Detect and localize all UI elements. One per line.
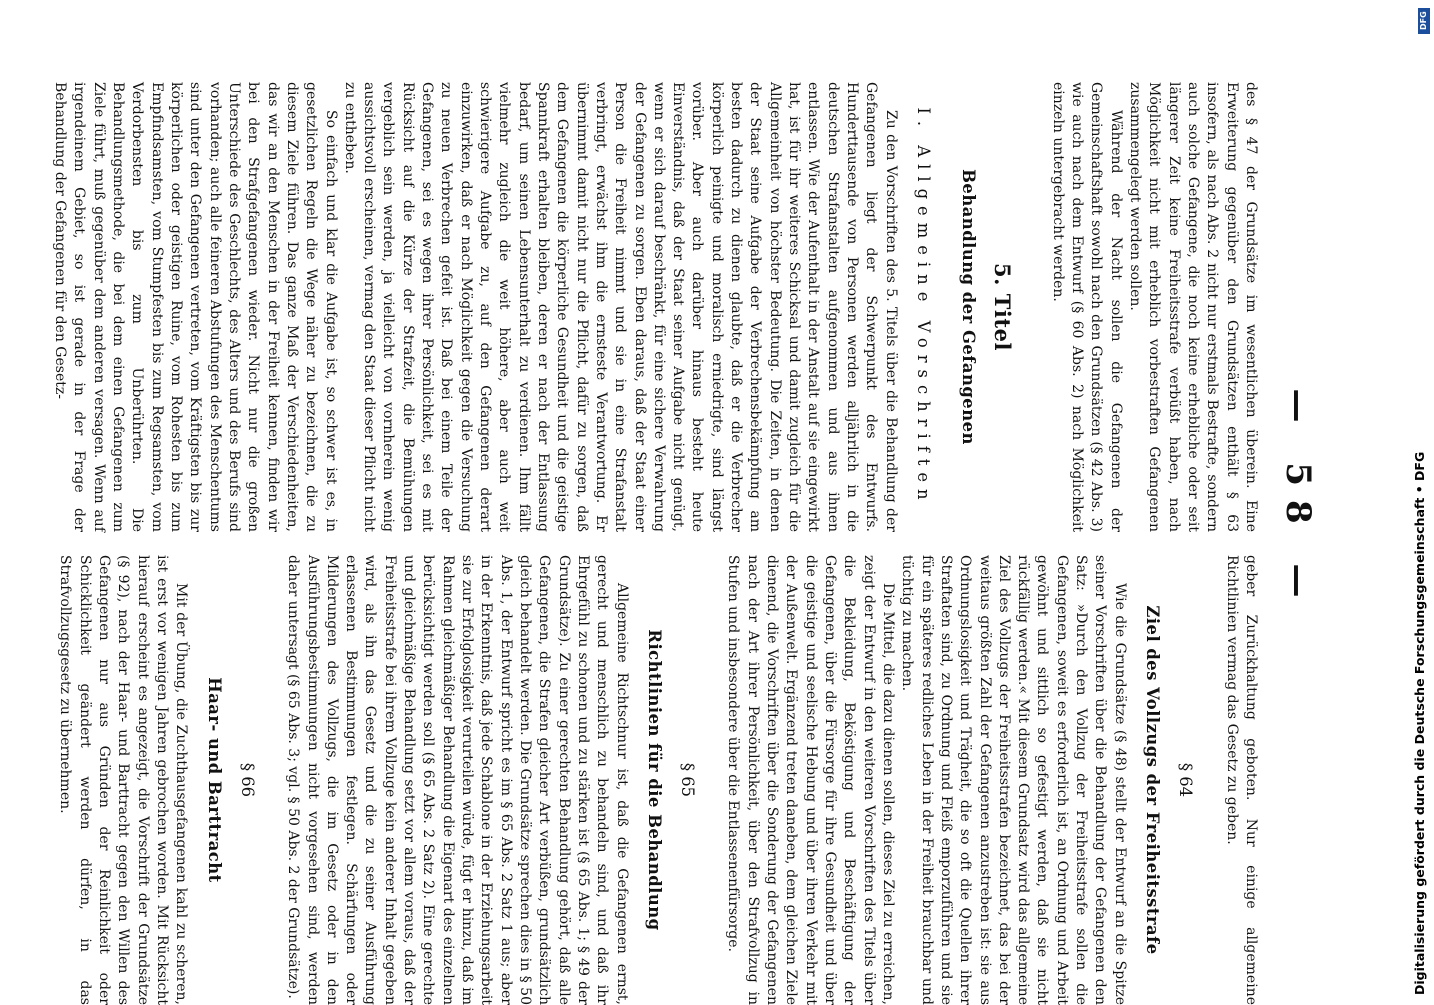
dfg-logo-icon: DFG bbox=[1418, 8, 1430, 34]
section-heading: Richtlinien für die Behandlung bbox=[644, 629, 664, 931]
section-number: § 66 bbox=[237, 762, 257, 798]
paragraph: Mit der Übung, die Zuchthausgefangenen kahl zu scheren, ist erst vor wenigen Jahren gebrochen worden. Mit Rücksicht hierauf erscheint es angezeigt, die Vorschrift der Grundsätze (§ 92), nach der Haar- und Barttracht gegen den Willen des Gefangenen nur aus Gründen der Reinlichkeit oder Schicklichkeit geändert werden dürfen, in das Strafvollzugsgesetz zu übernehmen. bbox=[57, 555, 190, 1005]
section-heading: Haar- und Barttracht bbox=[204, 677, 224, 883]
paragraph: So einfach und klar die Aufgabe ist, so schwer ist es, in gesetzlichen Regeln die Wege näher zu bezeichnen, die zu diesem Ziele führen. Das ganze Maß der Verschiedenheiten, das wir an den Menschen in der Freiheit kennen, finden wir bei den Strafgefangenen wieder. Nicht nur die großen Unterschiede des Geschlechts, des Alters und des Berufs sind vorhanden; auch alle feineren Abstufungen des Menschentums sind unter den Gefangenen vertreten, vom Kräftigsten bis zur körperlichen oder geistigen Ruine, vom Rohesten bis zum Empfindsamsten, vom Stumpfesten bis zum Regsamsten, vom Verdorbensten bis zum Unberührten. Die Behandlungsmethode, die bei dem einen Gefangenen zum Ziele führt, muß gegenüber dem anderen versagen. Wenn auf irgendeinem Gebiet, so ist gerade in der Frage der Behandlung der Gefangenen für den Gesetz- bbox=[52, 82, 339, 532]
section-number: § 65 bbox=[678, 762, 698, 798]
paragraph: Die Mittel, die dazu dienen sollen, dieses Ziel zu erreichen, zeigt der Entwurf in den weiteren Vorschriften des Titels über die Bekleidung, Beköstigung und Beschäftigung der Gefangenen, über die Fürsorge für ihre Gesundheit und über die geistige und seelische Hebung und über ihren Verkehr mit der Außenwelt. Ergänzend treten daneben, dem gleichen Ziele dienend, die Vorschriften über die Sonderung der Gefangenen nach der Art ihrer Persönlichkeit, über den Strafvollzug in Stufen und insbesondere über die Entlassenenfürsorge. bbox=[725, 555, 896, 1005]
paragraph: geber Zurückhaltung geboten. Nur einige allgemeine Richtlinien vermag das Gesetz zu geben. bbox=[1223, 555, 1259, 1005]
paragraph: Wie die Grundsätze (§ 48) stellt der Entwurf an die Spitze seiner Vorschriften über die Behandlung der Gefangenen den Satz: »Durch den Vollzug der Freiheitsstrafe sollen die Gefangenen, soweit es erforderlich ist, an Ordnung und Arbeit gewöhnt und sittlich so gefestigt werden, daß sie nicht rückfällig werden.« Mit diesem Grundsatz wird das allgemeine Ziel des Vollzugs der Freiheitsstrafen bezeichnet, das bei der weitaus größten Zahl der Gefangenen anzustreben ist: sie aus Ordnungslosigkeit und Trägheit, die so oft die Quellen ihrer Straftaten sind, zu Ordnung und Fleiß emporzuführen und sie für ein späteres redliches Leben in der Freiheit brauchbar und tüchtig zu machen. bbox=[899, 555, 1128, 1005]
paragraph: Allgemeine Richtschnur ist, daß die Gefangenen ernst, gerecht und menschlich zu behandeln sind, und daß ihr Ehrgefühl zu schonen und zu stärken ist (§ 65 Abs. 1; § 49 der Grundsätze). Zu einer gerechten Behandlung gehört, daß alle Gefangenen, die Strafen gleicher Art verbüßen, grundsätzlich gleich behandelt werden. Die Grundsätze sprechen dies in § 50 Abs. 1, der Entwurf spricht es im § 65 Abs. 2 Satz 1 aus; aber in der Erkenntnis, daß jede Schablone in der Erziehungsarbeit sie zur Erfolglosigkeit verurteilen würde, fügt er hinzu, daß im Rahmen gleichmäßiger Behandlung die Eigenart des einzelnen berücksichtigt werden soll (§ 65 Abs. 2 Satz 2). Eine gerechte und gleichmäßige Behandlung setzt vor allem voraus, daß der Freiheitsstrafe bei ihrem Vollzuge kein anderer Inhalt gegeben wird, als ihn das Gesetz und die zu seiner Ausführung erlassenen Bestimmungen festlegen. Schärfungen oder Milderungen des Vollzugs, die im Gesetz oder in den Ausführungsbestimmungen nicht vorgesehen sind, werden daher untersagt (§ 65 Abs. 3; vgl. § 50 Abs. 2 der Grundsätze). bbox=[285, 555, 630, 1005]
running-head-page-number: — 58 — bbox=[1278, 388, 1318, 612]
right-column bbox=[55, 555, 1260, 1005]
paragraph: Zu den Vorschriften des 5. Titels über die Behandlung der Gefangenen liegt der Schwerpunkt des Entwurfs. Hunderttausende von Personen werden alljährlich in die deutschen Strafanstalten aufgenommen und aus ihnen entlassen. Wie der Aufenthalt in der Anstalt auf sie eingewirkt hat, ist für ihr weiteres Schicksal und damit zugleich für die Allgemeinheit von höchster Bedeutung. Die Zeiten, in denen der Staat seine Aufgabe der Verbrechensbekämpfung am besten dadurch zu dienen glaubte, daß er die Verbrecher körperlich peinigte und moralisch erniedrigte, sind längst vorüber. Aber auch darüber hinaus besteht heute Einverständnis, daß der Staat seiner Aufgabe nicht genügt, wenn er sich darauf beschränkt, für eine sichere Verwahrung der Gefangenen zu sorgen. Eben daraus, daß der Staat einer Person die Freiheit nimmt und sie in eine Strafanstalt verbringt, erwächst ihm die ernsteste Verantwortung. Er übernimmt damit nicht nur die Pflicht, dafür zu sorgen, daß dem Gefangenen die körperliche Gesundheit und die geistige Spannkraft erhalten bleiben, deren er nach der Entlassung bedarf, um seinen Lebensunterhalt zu verdienen. Ihm fällt vielmehr zugleich die weit höhere, aber auch weit schwierigere Aufgabe zu, auf den Gefangenen derart einzuwirken, daß er nach Möglichkeit gegen die Versuchung zu neuen Verbrechen gefeit ist. Daß bei einem Teile der Gefangenen, sei es wegen ihrer Persönlichkeit, sei es mit Rücksicht auf die Kürze der Strafzeit, die Bemühungen vergeblich sein werden, ja vielleicht von vornherein wenig aussichtsvoll erscheinen, vermag den Staat dieser Pflicht nicht zu entheben. bbox=[341, 82, 899, 532]
paragraph: Während der Nacht sollen die Gefangenen der Gemeinschaftshaft sowohl nach den Grundsätzen (§ 42 Abs. 3) wie auch nach dem Entwurf (§ 60 Abs. 2) nach Möglichkeit einzeln untergebracht werden. bbox=[1049, 82, 1124, 532]
credit-text: Digitalisierung gefördert durch die Deutsche Forschungsgemeinschaft • DFG bbox=[1412, 451, 1427, 995]
section-heading: Ziel des Vollzugs der Freiheitsstrafe bbox=[1143, 605, 1163, 955]
title-heading: 5. Titel bbox=[989, 263, 1015, 351]
section-heading: I. Allgemeine Vorschriften bbox=[913, 107, 933, 507]
paragraph: des § 47 der Grundsätze im wesentlichen überein. Eine Erweiterung gegenüber den Grundsätzen enthält § 63 insofern, als nach Abs. 2 nicht nur erstmals Bestrafte, sondern auch solche Gefangene, die noch keine erhebliche oder seit längerer Zeit keine Freiheitsstrafe verbüßt haben, nach Möglichkeit nicht mit erheblich vorbestraften Gefangenen zusammengelegt werden sollen. bbox=[1127, 82, 1259, 532]
left-column bbox=[50, 82, 1260, 532]
digitization-credit bbox=[1412, 10, 1428, 995]
section-number: § 64 bbox=[1176, 762, 1196, 798]
title-subheading: Behandlung der Gefangenen bbox=[959, 169, 979, 445]
